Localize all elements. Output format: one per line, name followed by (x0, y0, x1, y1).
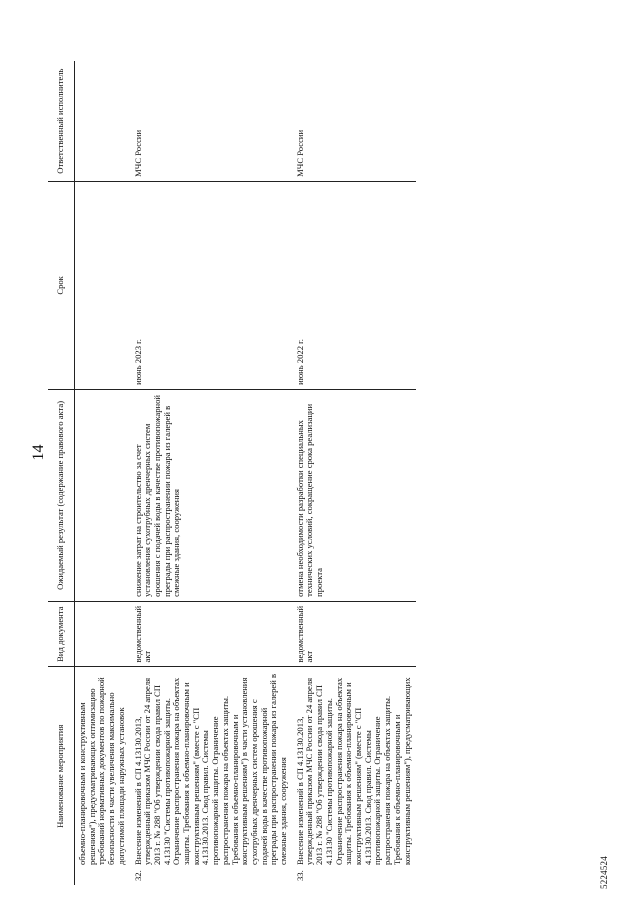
table-row (293, 61, 416, 885)
measure-name: Внесение изменений в СП 4.13130.2013, утвержденный приказом МЧС России от 24 апреля 2013 г. № 288 "Об утверждении свода правил СП 4.13130 "Системы противопожарной защиты. Ограничение распространения пожара на объектах защиты. Требования к объемно-планировочным и конструктивным решениям" (вместе с "СП 4.13130.2013. Свод правил. Системы противопожарной защиты. Ограничение распространения пожара на объектах защиты. Требования к объемно-планировочным и конструктивным решениям"), предусматривающих (294, 677, 412, 865)
executor-cell (75, 61, 131, 181)
table-header-row (48, 61, 75, 885)
measure-name-cell (131, 667, 293, 885)
deadline: июнь 2022 г. (293, 181, 416, 389)
header-doc-type: Вид документа (48, 601, 75, 667)
header-deadline: Срок (48, 181, 75, 389)
header-name: Наименование мероприятия (48, 667, 75, 885)
deadline: июнь 2023 г. (131, 181, 293, 389)
measure-name: объемно-планировочным и конструктивным решениям"), предусматривающих оптимизацию требований нормативных документов по пожарной безопасности в части увеличения максимально допустимой площади наружных установок (77, 677, 126, 865)
row-number: 32. (132, 870, 143, 881)
document-code: 5224524 (599, 856, 609, 889)
measure-name: Внесение изменений в СП 4.13130.2013, утвержденный приказом МЧС России от 24 апреля 2013 г. № 288 "Об утверждении свода правил СП 4.13130 "Системы противопожарной защиты. Ограничение распространения пожара на объектах защиты. Требования к объемно-планировочным и конструктивным решениям" (вместе с "СП 4.13130.2013. Свод правил. Системы противопожарной защиты. Ограничение распространения пожара на объектах защиты. Требования к объемно-планировочным и конструктивным решениям") в части установления сухотрубных дренчерных систем орошения с подачей воды в качестве противопожарной преграды при распространении пожара из галерей в смежные здания, сооружения (132, 673, 289, 865)
expected-result: снижение затрат на строительство за счет установления сухотрубных дренчерных систем орошения с подачей воды в качестве противопожарной преграды при распространении пожара из галерей в смежные здания, сооружения (131, 389, 293, 601)
result-cell (75, 389, 131, 601)
doc-type: ведомственный акт (131, 601, 293, 667)
doc-type-cell (75, 601, 131, 667)
executor: МЧС России (131, 61, 293, 181)
deadline-cell (75, 181, 131, 389)
row-number: 33. (294, 870, 305, 881)
measure-name-cell (293, 667, 416, 885)
measure-name-cell (75, 667, 131, 885)
header-executor: Ответственный исполнитель (48, 61, 75, 181)
header-result: Ожидаемый результат (содержание правового акта) (48, 389, 75, 601)
measures-table (48, 61, 416, 885)
table-row (75, 61, 131, 885)
table-row (131, 61, 293, 885)
expected-result: отмена необходимости разработки специальных технических условий, сокращение срока реализации проекта (293, 389, 416, 601)
doc-type: ведомственный акт (293, 601, 416, 667)
page-number: 14 (30, 444, 47, 461)
executor: МЧС России (293, 61, 416, 181)
